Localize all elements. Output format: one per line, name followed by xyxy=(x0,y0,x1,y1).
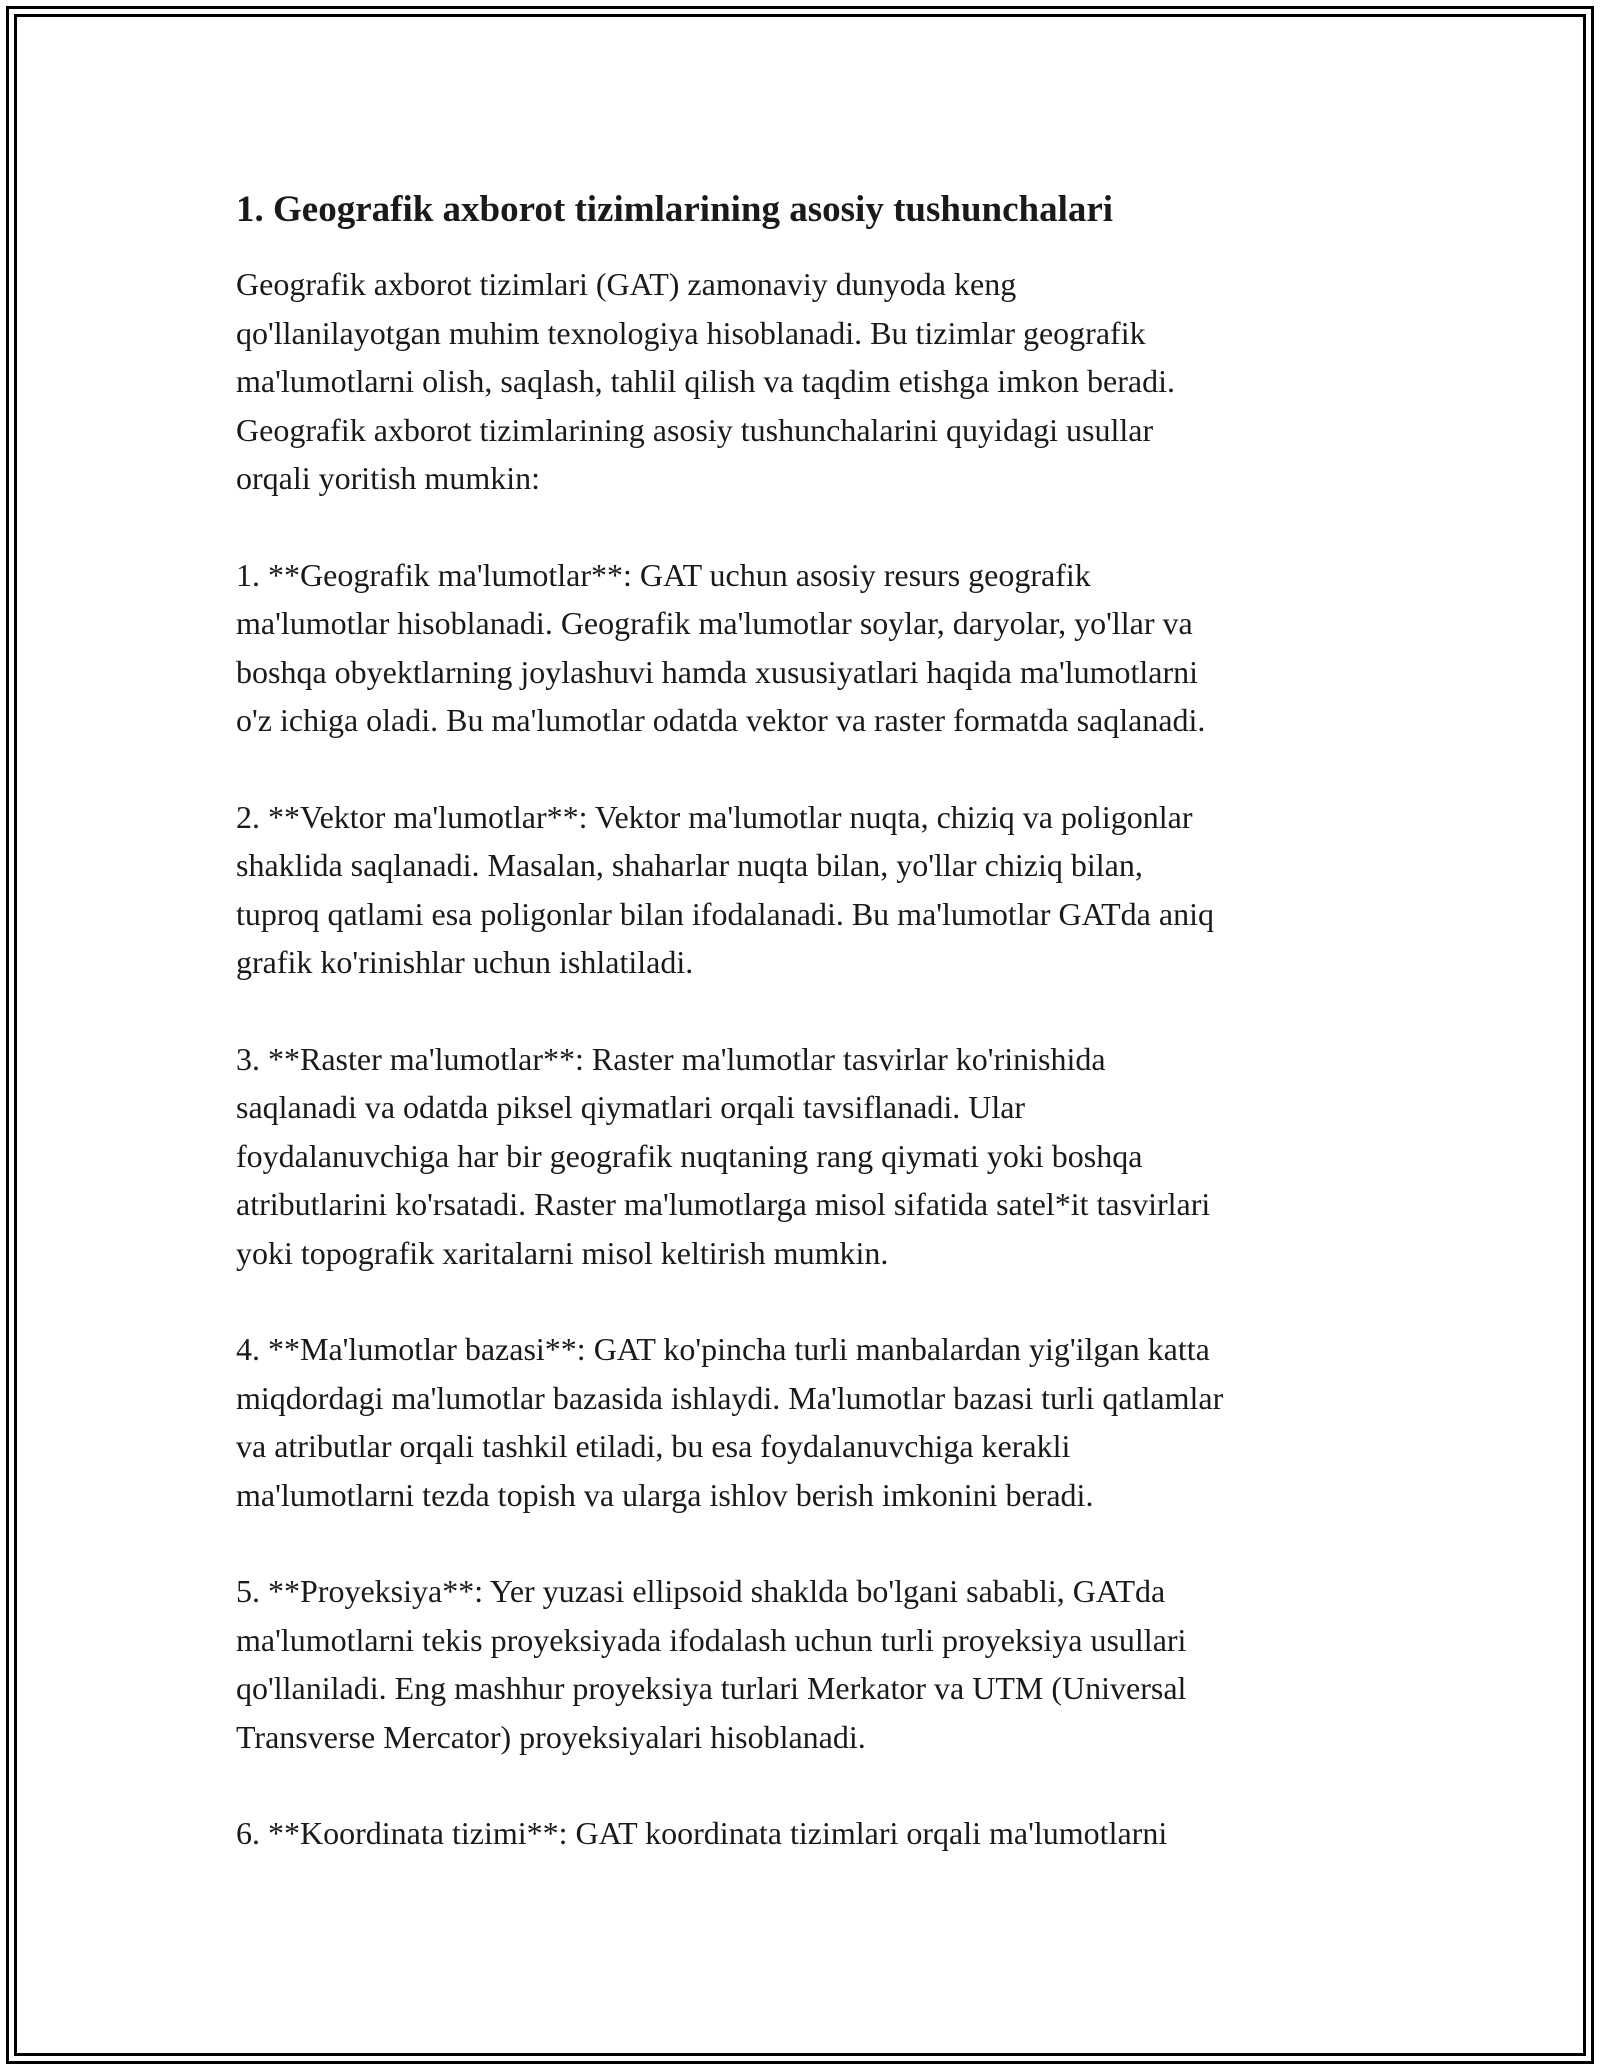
paragraph-koordinata-tizimi: 6. **Koordinata tizimi**: GAT koordinata tizimlari orqali ma'lumotlarni xyxy=(236,1815,1168,1851)
paragraph-proyeksiya: 5. **Proyeksiya**: Yer yuzasi ellipsoid shaklda bo'lgani sababli, GATda ma'lumotlarni tekis proyeksiyada ifodalash uchun turli proyeksiya usullari qo'llaniladi. Eng mashhur proyeksiya turlari Merkator va UTM (Universal Transverse Mercator) proyeksiyalari hisoblanadi. xyxy=(236,1573,1187,1755)
paragraph-raster-malumotlar: 3. **Raster ma'lumotlar**: Raster ma'lumotlar tasvirlar ko'rinishida saqlanadi va odatda piksel qiymatlari orqali tavsiflanadi. Ular foydalanuvchiga har bir geografik nuqtaning rang qiymati yoki boshqa atributlarini ko'rsatadi. Raster ma'lumotlarga misol sifatida satel*it tasvirlari yoki topografik xaritalarni misol keltirish mumkin. xyxy=(236,1040,1211,1271)
document-title: 1. Geografik axborot tizimlarining asosiy tushunchalari xyxy=(236,189,1114,230)
paragraph-vektor-malumotlar: 2. **Vektor ma'lumotlar**: Vektor ma'lumotlar nuqta, chiziq va poligonlar shaklida saqlanadi. Masalan, shaharlar nuqta bilan, yo'llar chiziq bilan, tuproq qatlami esa poligonlar bilan ifodalanadi. Bu ma'lumotlar GATda aniq grafik ko'rinishlar uchun ishlatiladi. xyxy=(236,798,1214,980)
paragraph-geografik-malumotlar: 1. **Geografik ma'lumotlar**: GAT uchun asosiy resurs geografik ma'lumotlar hisoblanadi. Geografik ma'lumotlar soylar, daryolar, yo'llar va boshqa obyektlarning joylashuvi hamda xususiyatlari haqida ma'lumotlarni o'z ichiga oladi. Bu ma'lumotlar odatda vektor va raster formatda saqlanadi. xyxy=(236,556,1206,738)
document-body xyxy=(236,184,1376,1906)
paragraph-malumotlar-bazasi: 4. **Ma'lumotlar bazasi**: GAT ko'pincha turli manbalardan yig'ilgan katta miqdordagi ma'lumotlar bazasida ishlaydi. Ma'lumotlar bazasi turli qatlamlar va atributlar orqali tashkil etiladi, bu esa foydalanuvchiga kerakli ma'lumotlarni tezda topish va ularga ishlov berish imkonini beradi. xyxy=(236,1331,1224,1513)
paragraph-intro: Geografik axborot tizimlari (GAT) zamonaviy dunyoda keng qo'llanilayotgan muhim texnologiya hisoblanadi. Bu tizimlar geografik ma'lumotlarni olish, saqlash, tahlil qilish va taqdim etishga imkon beradi. Geografik axborot tizimlarining asosiy tushunchalarini quyidagi usullar orqali yoritish mumkin: xyxy=(236,266,1175,496)
